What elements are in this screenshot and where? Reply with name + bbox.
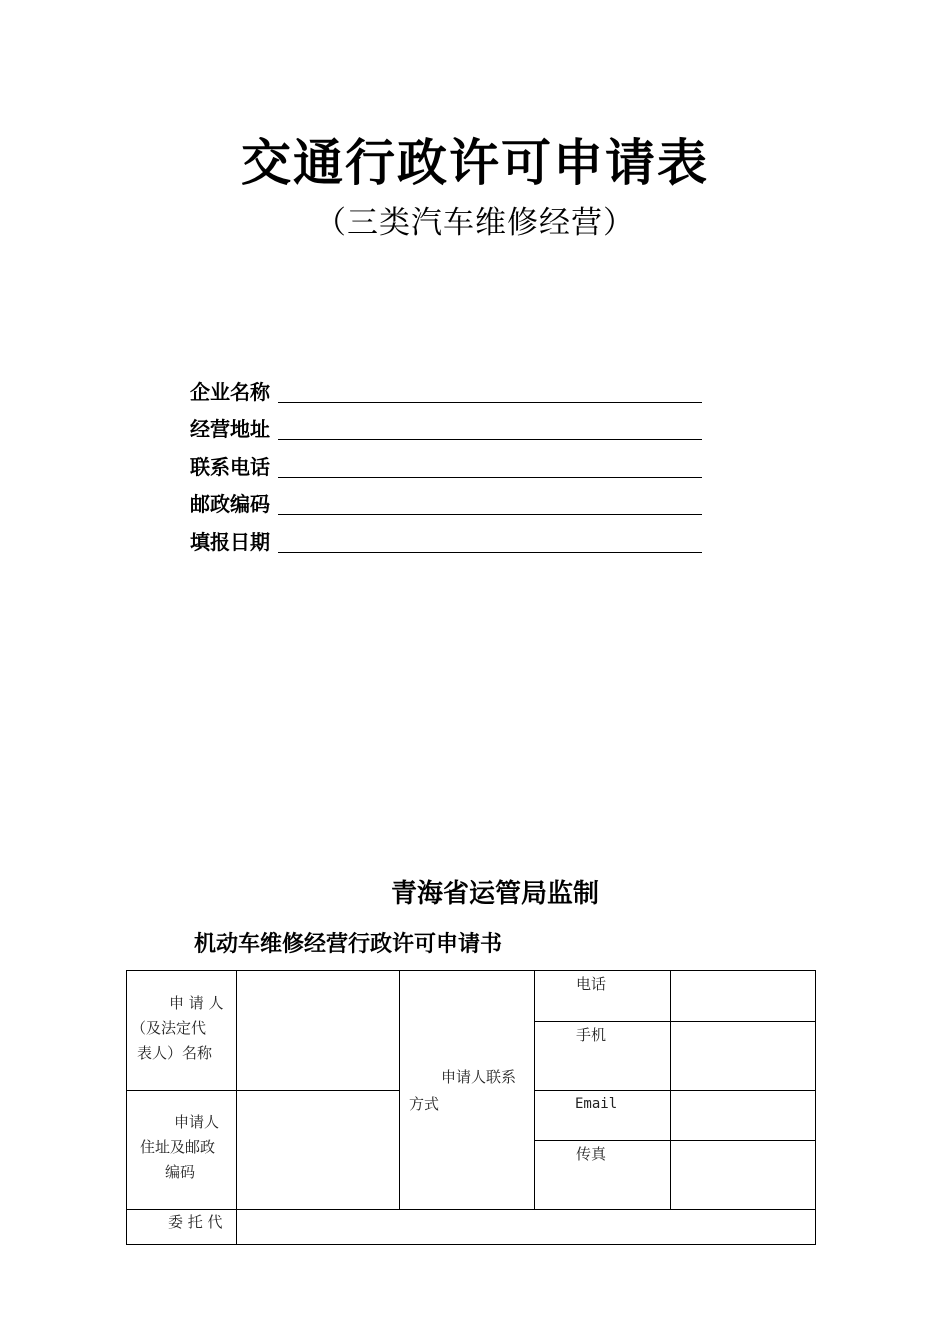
- form-subtitle: （三类汽车维修经营）: [315, 205, 635, 241]
- entrust-value-cell[interactable]: [236, 1209, 816, 1245]
- mobile-label-cell: [534, 1021, 670, 1090]
- applicant-name-value-cell[interactable]: [236, 970, 399, 1090]
- postal-code-row: [190, 481, 702, 519]
- email-label-cell: [534, 1090, 670, 1140]
- applicant-address-label-line2: 住址及邮政: [140, 1138, 216, 1156]
- fill-date-line[interactable]: [278, 528, 702, 553]
- contact-phone-row: [190, 443, 702, 481]
- supervisor-text: 青海省运管局监制: [390, 879, 599, 909]
- entrust-label-cell: [126, 1209, 236, 1245]
- fill-date-row: [190, 518, 702, 556]
- phone-label: 电话: [576, 975, 607, 993]
- application-table: [126, 970, 816, 1245]
- contact-label-line2: 方式: [409, 1095, 440, 1113]
- email-label: Email: [575, 1096, 618, 1112]
- application-heading: 机动车维修经营行政许可申请书: [194, 932, 503, 957]
- mobile-value-cell[interactable]: [670, 1021, 816, 1090]
- fill-date-label: 填报日期: [190, 529, 270, 554]
- email-value-cell[interactable]: [670, 1090, 816, 1140]
- postal-code-label: 邮政编码: [190, 492, 270, 516]
- contact-label-cell: [399, 970, 534, 1209]
- applicant-name-label-line3: 表人）名称: [137, 1044, 213, 1062]
- applicant-name-label-line1: 申 请 人: [169, 994, 224, 1012]
- applicant-address-label-cell: [126, 1090, 236, 1209]
- fax-value-cell[interactable]: [670, 1140, 816, 1209]
- fax-label: 传真: [576, 1145, 607, 1163]
- business-address-row: [190, 406, 702, 444]
- contact-phone-line[interactable]: [278, 453, 702, 478]
- form-title: 交通行政许可申请表: [241, 134, 709, 192]
- applicant-address-label-line3: 编码: [165, 1163, 196, 1181]
- company-name-label: 企业名称: [190, 379, 270, 404]
- phone-value-cell[interactable]: [670, 970, 816, 1021]
- mobile-label: 手机: [576, 1026, 607, 1044]
- cover-info-fields: [190, 368, 702, 556]
- applicant-address-label-line1: 申请人: [174, 1113, 220, 1131]
- company-name-line[interactable]: [278, 378, 702, 403]
- entrust-label: 委 托 代: [168, 1213, 223, 1231]
- company-name-row: [190, 368, 702, 406]
- postal-code-line[interactable]: [278, 490, 702, 515]
- contact-label-line1: 申请人联系: [441, 1068, 517, 1086]
- applicant-name-label-cell: [126, 970, 236, 1090]
- fax-label-cell: [534, 1140, 670, 1209]
- applicant-address-value-cell[interactable]: [236, 1090, 399, 1209]
- phone-label-cell: [534, 970, 670, 1021]
- applicant-name-label-line2: （及法定代: [131, 1019, 207, 1037]
- business-address-label: 经营地址: [190, 417, 270, 441]
- contact-phone-label: 联系电话: [190, 454, 270, 479]
- business-address-line[interactable]: [278, 415, 702, 440]
